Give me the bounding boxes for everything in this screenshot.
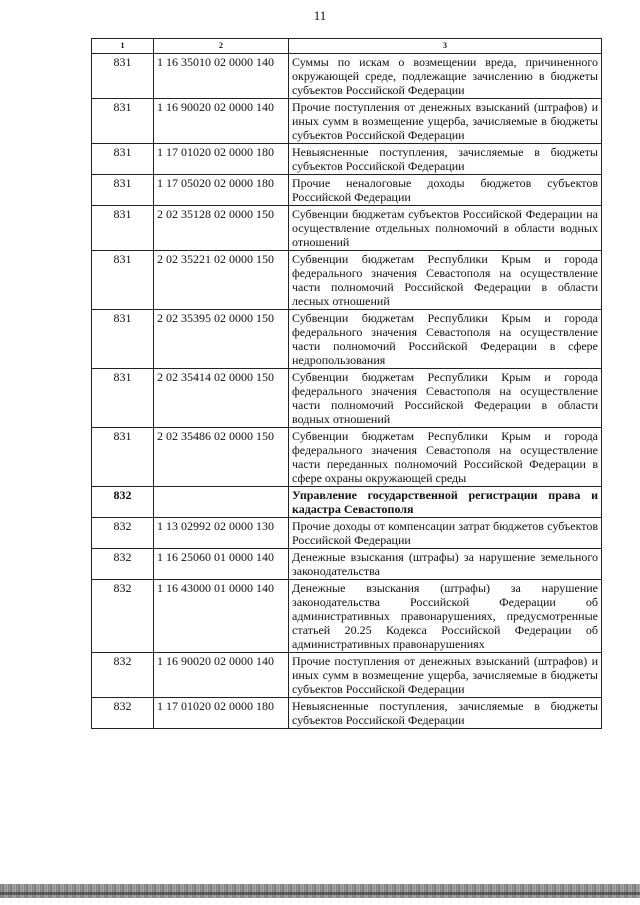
budget-code-cell: 1 17 01020 02 0000 180 bbox=[154, 144, 289, 175]
column-header-3: 3 bbox=[289, 39, 602, 54]
admin-code-cell: 831 bbox=[92, 99, 154, 144]
admin-code-cell: 831 bbox=[92, 428, 154, 487]
budget-code-cell: 1 16 35010 02 0000 140 bbox=[154, 54, 289, 99]
description-cell: Прочие поступления от денежных взысканий (штрафов) и иных сумм в возмещение ущерба, зачисляемые в бюджеты субъектов Российской Федерации bbox=[289, 99, 602, 144]
admin-code-cell: 831 bbox=[92, 54, 154, 99]
admin-code-cell: 831 bbox=[92, 206, 154, 251]
table-row bbox=[92, 369, 602, 428]
table-row bbox=[92, 653, 602, 698]
admin-code-cell: 832 bbox=[92, 487, 154, 518]
budget-code-cell: 2 02 35395 02 0000 150 bbox=[154, 310, 289, 369]
admin-code-cell: 831 bbox=[92, 144, 154, 175]
description-cell: Невыясненные поступления, зачисляемые в бюджеты субъектов Российской Федерации bbox=[289, 698, 602, 729]
description-cell: Суммы по искам о возмещении вреда, причиненного окружающей среде, подлежащие зачислению в бюджеты субъектов Российской Федерации bbox=[289, 54, 602, 99]
page-number: 11 bbox=[313, 8, 327, 23]
table-row bbox=[92, 580, 602, 653]
table-row bbox=[92, 144, 602, 175]
description-cell: Субвенции бюджетам Республики Крым и города федерального значения Севастополя на осуществление части полномочий Российской Федерации в сфере недропользования bbox=[289, 310, 602, 369]
budget-code-cell: 1 16 25060 01 0000 140 bbox=[154, 549, 289, 580]
table-row bbox=[92, 549, 602, 580]
table-row bbox=[92, 518, 602, 549]
description-cell: Денежные взыскания (штрафы) за нарушение земельного законодательства bbox=[289, 549, 602, 580]
table-row bbox=[92, 175, 602, 206]
description-cell: Субвенции бюджетам Республики Крым и города федерального значения Севастополя на осуществление части полномочий Российской Федерации в области водных отношений bbox=[289, 369, 602, 428]
scan-edge-artifact bbox=[0, 884, 640, 898]
budget-code-cell: 1 17 01020 02 0000 180 bbox=[154, 698, 289, 729]
description-cell: Субвенции бюджетам Республики Крым и города федерального значения Севастополя на осуществление части переданных полномочий Российской Федерации в сфере охраны окружающей среды bbox=[289, 428, 602, 487]
table-row bbox=[92, 99, 602, 144]
budget-code-cell: 1 16 43000 01 0000 140 bbox=[154, 580, 289, 653]
scan-edge-line bbox=[0, 892, 640, 895]
description-cell: Субвенции бюджетам субъектов Российской Федерации на осуществление отдельных полномочий в области водных отношений bbox=[289, 206, 602, 251]
table-row bbox=[92, 206, 602, 251]
budget-code-cell: 2 02 35486 02 0000 150 bbox=[154, 428, 289, 487]
admin-code-cell: 832 bbox=[92, 580, 154, 653]
budget-code-cell: 1 13 02992 02 0000 130 bbox=[154, 518, 289, 549]
description-cell: Прочие неналоговые доходы бюджетов субъектов Российской Федерации bbox=[289, 175, 602, 206]
description-cell: Прочие поступления от денежных взысканий (штрафов) и иных сумм в возмещение ущерба, зачисляемые в бюджеты субъектов Российской Федерации bbox=[289, 653, 602, 698]
admin-code-cell: 831 bbox=[92, 251, 154, 310]
table-header bbox=[92, 39, 602, 54]
table-row bbox=[92, 251, 602, 310]
admin-code-cell: 831 bbox=[92, 369, 154, 428]
column-header-2: 2 bbox=[154, 39, 289, 54]
revenue-codes-table bbox=[91, 38, 602, 729]
admin-code-cell: 831 bbox=[92, 310, 154, 369]
budget-code-cell: 1 17 05020 02 0000 180 bbox=[154, 175, 289, 206]
budget-code-cell: 2 02 35221 02 0000 150 bbox=[154, 251, 289, 310]
budget-code-cell: 2 02 35414 02 0000 150 bbox=[154, 369, 289, 428]
budget-code-cell: 1 16 90020 02 0000 140 bbox=[154, 653, 289, 698]
description-cell: Управление государственной регистрации права и кадастра Севастополя bbox=[289, 487, 602, 518]
header-row bbox=[92, 39, 602, 54]
table-row bbox=[92, 310, 602, 369]
table-row bbox=[92, 54, 602, 99]
admin-code-cell: 831 bbox=[92, 175, 154, 206]
table-row bbox=[92, 428, 602, 487]
admin-code-cell: 832 bbox=[92, 698, 154, 729]
table-row bbox=[92, 487, 602, 518]
column-header-1: 1 bbox=[92, 39, 154, 54]
admin-code-cell: 832 bbox=[92, 653, 154, 698]
budget-code-cell: 2 02 35128 02 0000 150 bbox=[154, 206, 289, 251]
description-cell: Прочие доходы от компенсации затрат бюджетов субъектов Российской Федерации bbox=[289, 518, 602, 549]
admin-code-cell: 832 bbox=[92, 518, 154, 549]
budget-code-cell: 1 16 90020 02 0000 140 bbox=[154, 99, 289, 144]
admin-code-cell: 832 bbox=[92, 549, 154, 580]
description-cell: Субвенции бюджетам Республики Крым и города федерального значения Севастополя на осуществление части полномочий Российской Федерации в области лесных отношений bbox=[289, 251, 602, 310]
table-row bbox=[92, 698, 602, 729]
budget-code-cell bbox=[154, 487, 289, 518]
description-cell: Денежные взыскания (штрафы) за нарушение законодательства Российской Федерации об административных правонарушениях, предусмотренные статьей 20.25 Кодекса Российской Федерации об административных правонарушениях bbox=[289, 580, 602, 653]
table-body bbox=[92, 54, 602, 729]
description-cell: Невыясненные поступления, зачисляемые в бюджеты субъектов Российской Федерации bbox=[289, 144, 602, 175]
